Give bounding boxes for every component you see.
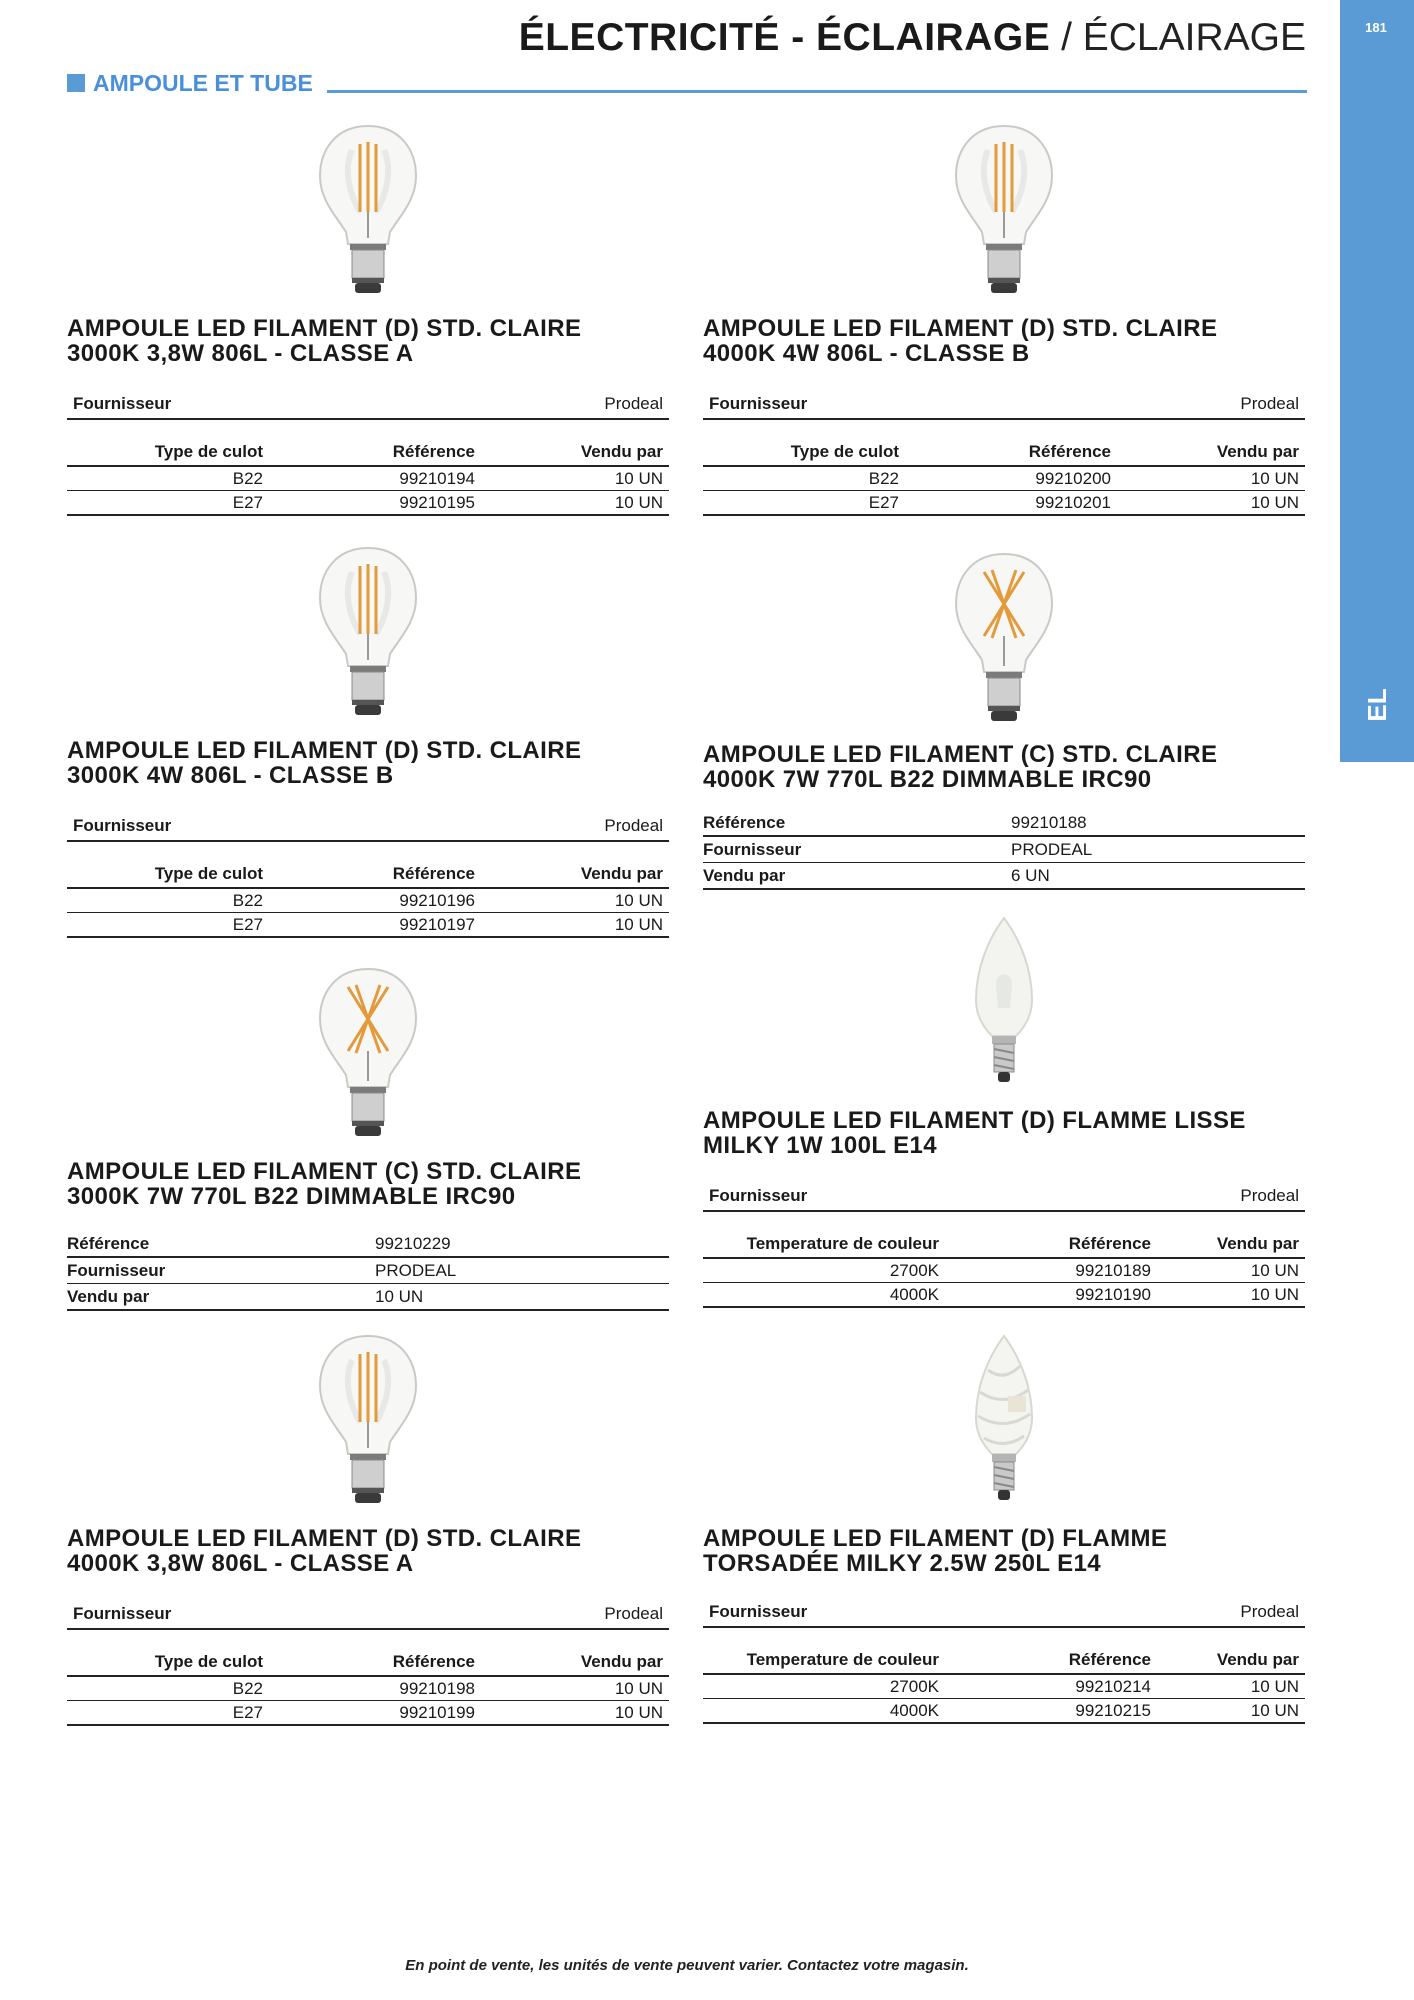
product-card [703,120,1305,530]
supplier-label: Fournisseur [709,1602,808,1621]
supplier-label: Fournisseur [709,394,808,413]
product-title-line1: AMPOULE LED FILAMENT (D) STD. CLAIRE [67,315,582,342]
product-card [67,1330,669,1740]
column-header: Référence [269,1648,481,1676]
kv-row [703,810,1305,836]
table-cell: 4000K [703,1283,945,1308]
table-cell: B22 [67,466,269,491]
table-cell: 10 UN [1157,1258,1305,1283]
table-row [703,1258,1305,1283]
table-row [67,491,669,516]
kv-row [703,863,1305,890]
column-header: Référence [945,1230,1157,1258]
table-cell: 99210201 [905,491,1117,516]
table-cell: 10 UN [481,888,669,913]
clear-filament-bulb-icon [944,120,1064,300]
table-cell: B22 [67,1676,269,1701]
table-row [703,466,1305,491]
kv-label: Vendu par [703,863,1011,890]
table-cell: 99210189 [945,1258,1157,1283]
table-cell: B22 [67,888,269,913]
table-cell: E27 [67,913,269,938]
table-header-row [67,860,669,888]
table-header-row [703,438,1305,466]
section-divider [327,90,1307,93]
table-row [703,1283,1305,1308]
spec-table [67,1648,669,1726]
column-header: Vendu par [481,1648,669,1676]
column-header: Type de culot [67,438,269,466]
table-cell: 99210195 [269,491,481,516]
column-header: Type de culot [67,1648,269,1676]
product-title [67,1526,669,1576]
column-header: Référence [269,438,481,466]
product-title [703,316,1305,366]
product-title-line1: AMPOULE LED FILAMENT (D) STD. CLAIRE [67,1525,582,1552]
product-title [67,738,669,788]
product-title-line1: AMPOULE LED FILAMENT (C) STD. CLAIRE [703,741,1218,768]
supplier-value: Prodeal [1240,1602,1299,1621]
supplier-value: Prodeal [604,816,663,835]
section-square-icon [67,74,85,92]
table-row [67,466,669,491]
supplier-row [67,1600,669,1630]
category-title: ÉLECTRICITÉ - ÉCLAIRAGE [518,16,1051,59]
kv-value: PRODEAL [375,1257,669,1284]
table-cell: 99210194 [269,466,481,491]
kv-label: Référence [703,810,1011,836]
column-header: Référence [269,860,481,888]
product-title-line2: 3000K 7W 770L B22 DIMMABLE IRC90 [67,1183,516,1210]
table-row [703,1674,1305,1699]
supplier-row [67,390,669,420]
table-cell: 99210190 [945,1283,1157,1308]
column-header: Type de culot [703,438,905,466]
supplier-value: Prodeal [1240,1186,1299,1205]
kv-label: Fournisseur [67,1257,375,1284]
product-title-line2: 4000K 3,8W 806L - CLASSE A [67,1550,414,1577]
supplier-value: Prodeal [604,394,663,413]
table-cell: E27 [703,491,905,516]
kv-value: 99210188 [1011,810,1305,836]
kv-row [703,836,1305,863]
product-title-line1: AMPOULE LED FILAMENT (D) FLAMME LISSE [703,1107,1246,1134]
product-title-line1: AMPOULE LED FILAMENT (C) STD. CLAIRE [67,1158,582,1185]
table-cell: 99210196 [269,888,481,913]
table-row [67,888,669,913]
kv-value: 99210229 [375,1231,669,1257]
table-row [67,1701,669,1726]
column-header: Référence [945,1646,1157,1674]
table-cell: 4000K [703,1699,945,1724]
supplier-label: Fournisseur [709,1186,808,1205]
side-tab [1340,0,1414,762]
spec-table [703,438,1305,516]
side-tab-label: EL [1362,688,1392,722]
column-header: Vendu par [481,860,669,888]
column-header: Temperature de couleur [703,1646,945,1674]
kv-row [67,1284,669,1311]
table-row [703,1699,1305,1724]
spec-kv-table [703,810,1305,890]
page-number: 181 [1365,20,1387,35]
table-cell: 99210197 [269,913,481,938]
clear-filament-bulb-icon [308,542,428,722]
spec-table [67,438,669,516]
product-card [703,548,1305,908]
table-cell: 10 UN [481,913,669,938]
kv-value: PRODEAL [1011,836,1305,863]
product-title-line2: 3000K 3,8W 806L - CLASSE A [67,340,414,367]
kv-row [67,1257,669,1284]
table-cell: E27 [67,1701,269,1726]
table-cell: 2700K [703,1258,945,1283]
supplier-value: Prodeal [604,1604,663,1623]
column-header: Vendu par [1117,438,1305,466]
kv-value: 6 UN [1011,863,1305,890]
product-title-line1: AMPOULE LED FILAMENT (D) STD. CLAIRE [703,315,1218,342]
column-header: Type de culot [67,860,269,888]
table-cell: 99210200 [905,466,1117,491]
product-title [703,1108,1305,1158]
product-title [67,1159,669,1209]
column-header: Référence [905,438,1117,466]
table-row [67,913,669,938]
column-header: Vendu par [1157,1646,1305,1674]
table-cell: B22 [703,466,905,491]
product-card [703,1330,1305,1740]
table-header-row [703,1230,1305,1258]
kv-label: Vendu par [67,1284,375,1311]
product-title-line2: 3000K 4W 806L - CLASSE B [67,762,394,789]
table-header-row [67,1648,669,1676]
table-cell: 10 UN [481,1676,669,1701]
table-cell: 99210198 [269,1676,481,1701]
column-header: Vendu par [1157,1230,1305,1258]
product-card [67,542,669,952]
kv-row [67,1231,669,1257]
table-cell: 10 UN [481,466,669,491]
spec-kv-table [67,1231,669,1311]
crossed-filament-bulb-icon [944,548,1064,728]
supplier-row [703,1182,1305,1212]
product-title-line2: MILKY 1W 100L E14 [703,1132,938,1159]
table-cell: 10 UN [481,491,669,516]
spec-table [703,1230,1305,1308]
product-title [703,742,1305,792]
product-title-line2: TORSADÉE MILKY 2.5W 250L E14 [703,1550,1102,1577]
table-cell: 10 UN [481,1701,669,1726]
section-header [67,70,1307,94]
title-separator: / [1050,16,1083,59]
milky-candle-bulb-icon [944,912,1064,1092]
twisted-candle-bulb-icon [944,1330,1064,1510]
supplier-label: Fournisseur [73,816,172,835]
subcategory-title: ÉCLAIRAGE [1082,16,1306,59]
table-cell: 10 UN [1117,466,1305,491]
product-title-line2: 4000K 7W 770L B22 DIMMABLE IRC90 [703,766,1152,793]
clear-filament-bulb-icon [308,1330,428,1510]
product-title [703,1526,1305,1576]
table-cell: 2700K [703,1674,945,1699]
kv-value: 10 UN [375,1284,669,1311]
section-title: AMPOULE ET TUBE [93,70,319,97]
kv-label: Référence [67,1231,375,1257]
product-card [67,963,669,1323]
table-cell: 10 UN [1117,491,1305,516]
supplier-row [703,1598,1305,1628]
product-card [67,120,669,530]
column-header: Temperature de couleur [703,1230,945,1258]
spec-table [703,1646,1305,1724]
table-cell: 10 UN [1157,1674,1305,1699]
supplier-label: Fournisseur [73,394,172,413]
supplier-row [67,812,669,842]
clear-filament-bulb-icon [308,120,428,300]
product-title-line1: AMPOULE LED FILAMENT (D) FLAMME [703,1525,1168,1552]
kv-label: Fournisseur [703,836,1011,863]
product-title [67,316,669,366]
spec-table [67,860,669,938]
table-cell: 99210214 [945,1674,1157,1699]
table-row [703,491,1305,516]
table-cell: E27 [67,491,269,516]
table-cell: 10 UN [1157,1699,1305,1724]
supplier-row [703,390,1305,420]
product-title-line2: 4000K 4W 806L - CLASSE B [703,340,1030,367]
product-title-line1: AMPOULE LED FILAMENT (D) STD. CLAIRE [67,737,582,764]
table-cell: 99210215 [945,1699,1157,1724]
supplier-label: Fournisseur [73,1604,172,1623]
column-header: Vendu par [481,438,669,466]
footer-note: En point de vente, les unités de vente peuvent varier. Contactez votre magasin. [405,1957,969,1974]
supplier-value: Prodeal [1240,394,1299,413]
product-card [703,912,1305,1322]
table-header-row [67,438,669,466]
table-cell: 99210199 [269,1701,481,1726]
table-cell: 10 UN [1157,1283,1305,1308]
page-title [519,16,1306,60]
table-row [67,1676,669,1701]
crossed-filament-bulb-icon [308,963,428,1143]
table-header-row [703,1646,1305,1674]
